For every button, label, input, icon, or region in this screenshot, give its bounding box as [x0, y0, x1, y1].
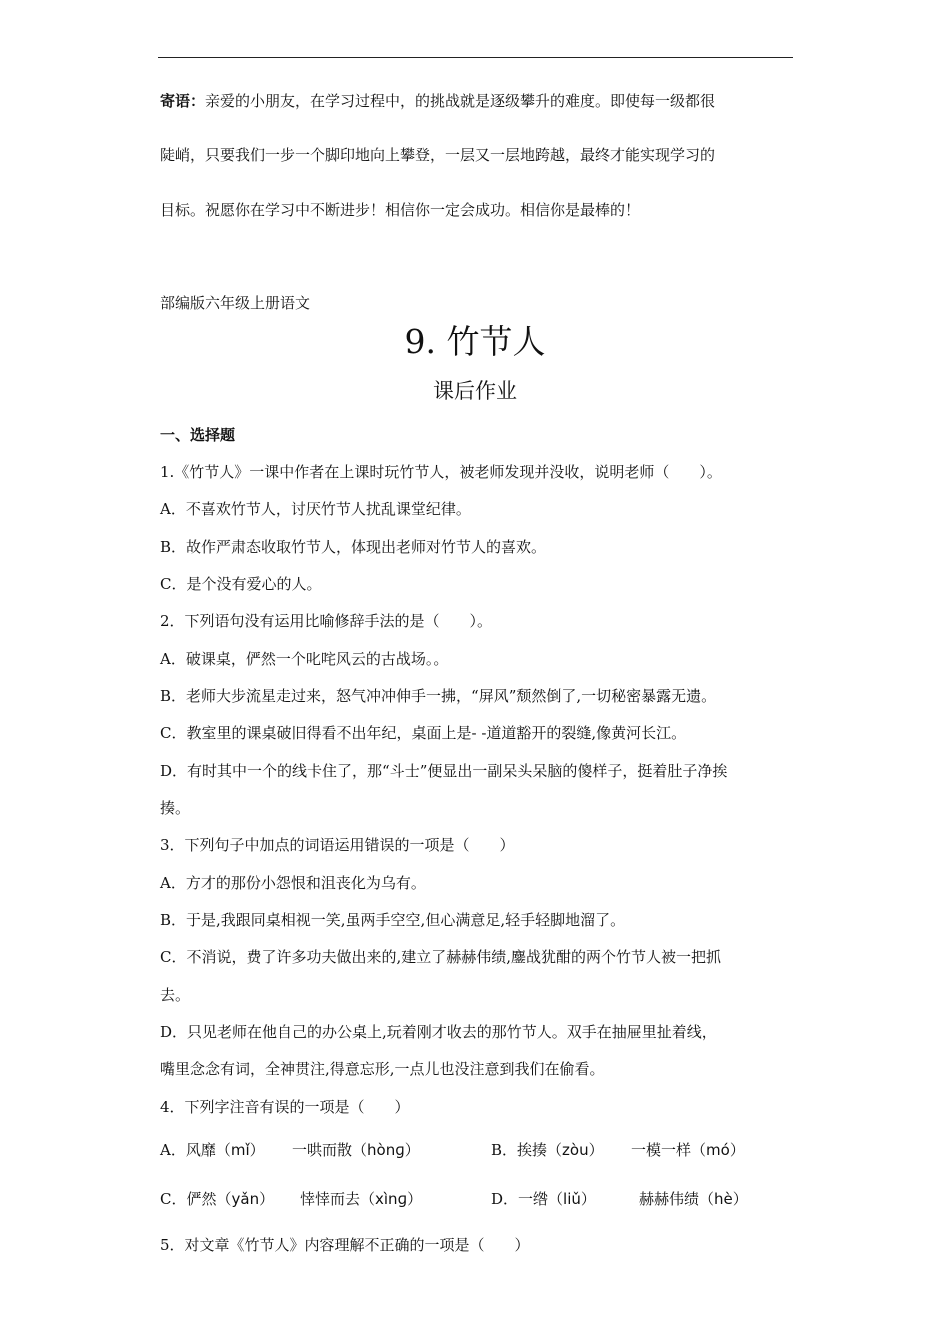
q4-d-pinyin2: hè	[714, 1190, 733, 1208]
q4-c-pinyin2: xìnɡ	[375, 1190, 408, 1208]
q4-option-a	[160, 1140, 265, 1160]
q4-c-letter: C．	[160, 1190, 187, 1208]
q3-option-d-cont: 嘴里念念有词，全神贯注,得意忘形,一点儿也没注意到我们在偷看。	[160, 1060, 605, 1078]
q4-b-letter: B．	[491, 1141, 518, 1159]
q1-stem: 1.《竹节人》一课中作者在上课时玩竹节人，被老师发现并没收，说明老师（ ）。	[160, 463, 722, 481]
q4-d-close2: ）	[732, 1190, 748, 1208]
q4-b-close1: ）	[588, 1141, 604, 1159]
q3-option-d: D．只见老师在他自己的办公桌上,玩着刚才收去的那竹节人。双手在抽屉里扯着线，	[160, 1023, 717, 1041]
q2-option-a: A．破课桌，俨然一个叱咤风云的古战场。。	[160, 650, 449, 668]
q4-d-close1: ）	[580, 1190, 596, 1208]
q3-option-c: C．不消说，费了许多功夫做出来的,建立了赫赫伟绩,鏖战犹酣的两个竹节人被一把抓	[160, 948, 722, 966]
q4-b-word1: 挨揍（	[517, 1141, 563, 1159]
q4-c-word2: 悻悻而去（	[300, 1190, 376, 1208]
q4-option-b	[491, 1140, 604, 1160]
q4-a-pinyin2: hònɡ	[367, 1141, 405, 1159]
q4-a-word1: 风靡（	[185, 1141, 231, 1159]
q4-option-d-2	[639, 1189, 748, 1209]
q4-stem: 4．下列字注音有误的一项是（ ）	[160, 1098, 410, 1116]
q4-option-d	[491, 1189, 596, 1209]
lesson-subtitle: 课后作业	[433, 379, 517, 403]
q4-a-letter: A．	[160, 1141, 186, 1159]
q3-option-c-cont: 去。	[160, 986, 191, 1004]
q2-option-d: D．有时其中一个的线卡住了，那“斗士”便显出一副呆头呆脑的傻样子，挺着肚子净挨	[160, 762, 728, 780]
q4-a-word2: 一哄而散（	[292, 1141, 368, 1159]
q1-option-c: C．是个没有爱心的人。	[160, 575, 322, 593]
q1-option-b: B．故作严肃态收取竹节人，体现出老师对竹节人的喜欢。	[160, 538, 547, 556]
q2-option-b: B．老师大步流星走过来，怒气冲冲伸手一拂，“屏风”颓然倒了,一切秘密暴露无遗。	[160, 687, 717, 705]
q4-option-c-2	[300, 1189, 422, 1209]
q3-stem: 3．下列句子中加点的词语运用错误的一项是（ ）	[160, 836, 515, 854]
q4-c-close1: ）	[259, 1190, 275, 1208]
q4-a-close1: ）	[249, 1141, 265, 1159]
q4-b-pinyin2: mó	[706, 1141, 730, 1159]
q4-c-close2: ）	[407, 1190, 423, 1208]
q4-b-pinyin1: zòu	[562, 1141, 589, 1159]
q3-option-b: B．于是,我跟同桌相视一笑,虽两手空空,但心满意足,轻手轻脚地溜了。	[160, 911, 626, 929]
subject-label: 部编版六年级上册语文	[160, 294, 311, 312]
message-line-1	[160, 91, 800, 111]
section-heading: 一、选择题	[160, 426, 236, 444]
q2-option-d-cont: 揍。	[160, 799, 191, 817]
q2-stem: 2．下列语句没有运用比喻修辞手法的是（ ）。	[160, 612, 493, 630]
header-rule	[158, 57, 793, 58]
q4-c-word1: 俨然（	[186, 1190, 232, 1208]
lesson-title: 9. 竹节人	[404, 322, 546, 361]
q4-option-b-2	[631, 1140, 745, 1160]
q4-d-pinyin1: liǔ	[563, 1190, 581, 1208]
q4-option-a-2	[292, 1140, 420, 1160]
q4-d-letter: D．	[491, 1190, 519, 1208]
message-line-3: 目标。祝愿你在学习中不断进步！相信你一定会成功。相信你是最棒的！	[160, 201, 641, 219]
message-text-1: 亲爱的小朋友，在学习过程中，的挑战就是逐级攀升的难度。即使每一级都很	[205, 92, 716, 110]
message-line-2: 陡峭，只要我们一步一个脚印地向上攀登，一层又一层地跨越，最终才能实现学习的	[160, 146, 716, 164]
message-label: 寄语：	[160, 92, 206, 110]
q4-d-word2: 赫赫伟绩（	[639, 1190, 715, 1208]
q4-option-c	[160, 1189, 274, 1209]
q1-option-a: A．不喜欢竹节人，讨厌竹节人扰乱课堂纪律。	[160, 500, 471, 518]
q4-b-word2: 一模一样（	[631, 1141, 707, 1159]
q4-c-pinyin1: yǎn	[231, 1190, 260, 1208]
q4-b-close2: ）	[729, 1141, 745, 1159]
q4-a-pinyin1: mǐ	[230, 1141, 250, 1159]
q5-stem: 5．对文章《竹节人》内容理解不正确的一项是（ ）	[160, 1236, 530, 1254]
q2-option-c: C．教室里的课桌破旧得看不出年纪，桌面上是- -道道豁开的裂缝,像黄河长江。	[160, 724, 687, 742]
q4-d-word1: 一绺（	[518, 1190, 564, 1208]
q4-a-close2: ）	[404, 1141, 420, 1159]
q3-option-a: A．方才的那份小怨恨和沮丧化为乌有。	[160, 874, 426, 892]
